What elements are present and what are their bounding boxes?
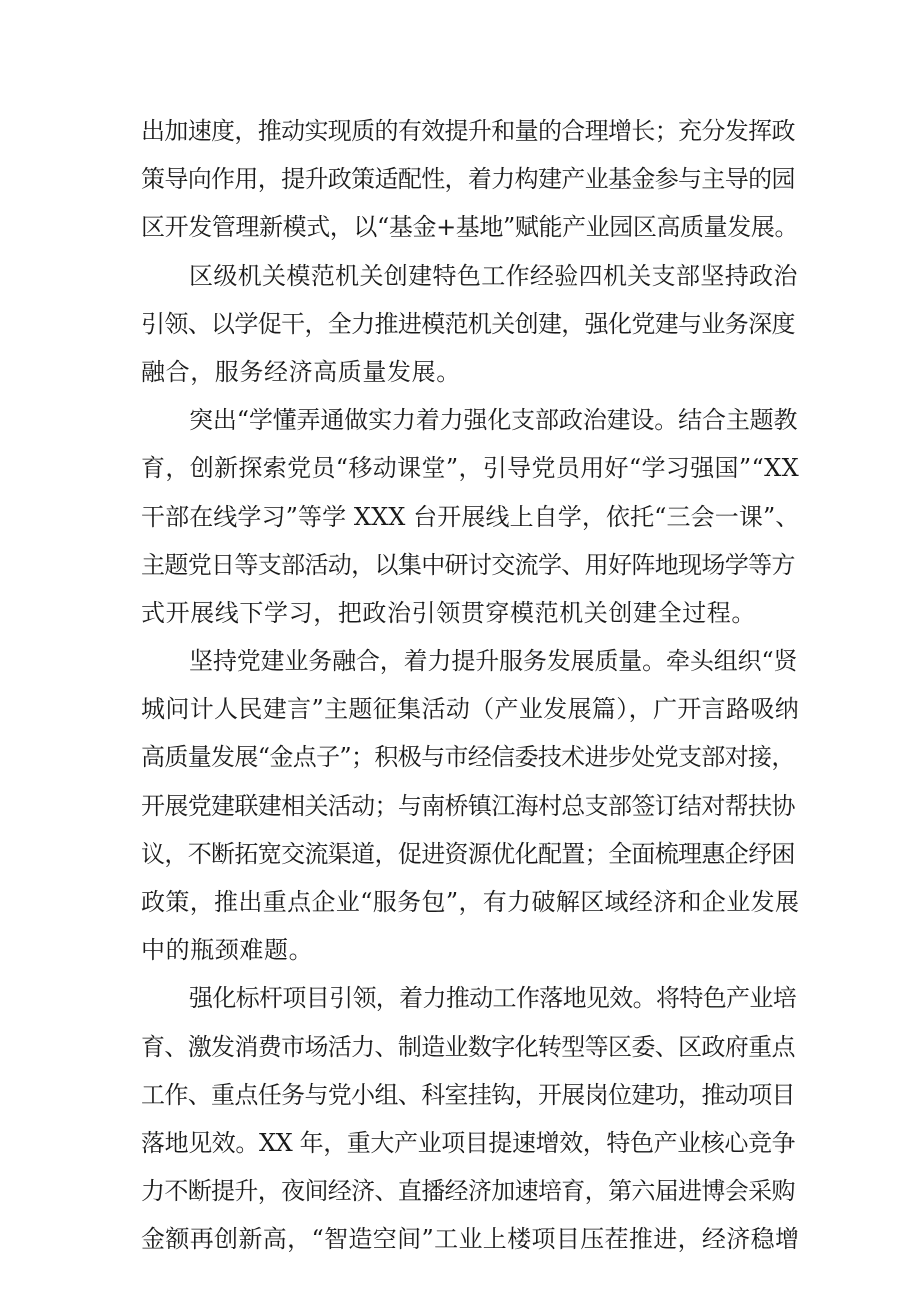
text-line: 出加速度，推动实现质的有效提升和量的合理增长；充分发挥政 xyxy=(141,117,795,145)
text-line: 力不断提升，夜间经济、直播经济加速培育，第六届进博会采购 xyxy=(141,1177,795,1206)
text-line: 中的瓶颈难题。 xyxy=(141,936,314,965)
text-line: 开展党建联建相关活动；与南桥镇江海村总支部签订结对帮扶协 xyxy=(141,791,795,820)
text-line: 政策，推出重点企业“服务包”，有力破解区域经济和企业发展 xyxy=(141,888,800,916)
text-line: 城问计人民建言”主题征集活动（产业发展篇），广开言路吸纳 xyxy=(141,695,800,724)
text-line: 融合，服务经济高质量发展。 xyxy=(141,357,461,386)
text-line: 主题党日等支部活动，以集中研讨交流学、用好阵地现场学等方 xyxy=(141,550,795,579)
text-line: 区开发管理新模式，以“基金+基地”赋能产业园区高质量发展。 xyxy=(141,213,799,242)
paragraph-first-line: 区级机关模范机关创建特色工作经验四机关支部坚持政治 xyxy=(189,261,798,290)
text-line: 引领、以学促干，全力推进模范机关创建，强化党建与业务深度 xyxy=(141,309,795,338)
paragraph-first-line: 突出“学懂弄通做实力着力强化支部政治建设。结合主题教 xyxy=(189,406,798,435)
text-line: 干部在线学习”等学 XXX 台开展线上自学，依托“三会一课”、 xyxy=(141,502,800,531)
text-line: 育，创新探索党员“移动课堂”，引导党员用好“学习强国”“XX xyxy=(141,454,800,483)
text-line: 式开展线下学习，把政治引领贯穿模范机关创建全过程。 xyxy=(141,598,756,627)
text-line: 金额再创新高，“智造空间”工业上楼项目压茬推进，经济稳增 xyxy=(141,1225,800,1254)
text-line: 议，不断拓宽交流渠道，促进资源优化配置；全面梳理惠企纾困 xyxy=(141,839,795,868)
paragraph-first-line: 坚持党建业务融合，着力提升服务发展质量。牵头组织“贤 xyxy=(189,647,798,676)
text-line: 高质量发展“金点子”；积极与市经信委技术进步处党支部对接， xyxy=(141,743,795,772)
paragraph-first-line: 强化标杆项目引领，着力推动工作落地见效。将特色产业培 xyxy=(189,984,797,1013)
body-text xyxy=(141,107,801,1264)
text-line: 育、激发消费市场活力、制造业数字化转型等区委、区政府重点 xyxy=(141,1032,795,1061)
text-line: 工作、重点任务与党小组、科室挂钩，开展岗位建功，推动项目 xyxy=(141,1080,795,1109)
text-line: 策导向作用，提升政策适配性，着力构建产业基金参与主导的园 xyxy=(141,165,795,194)
text-line: 落地见效。XX 年，重大产业项目提速增效，特色产业核心竞争 xyxy=(141,1128,796,1157)
